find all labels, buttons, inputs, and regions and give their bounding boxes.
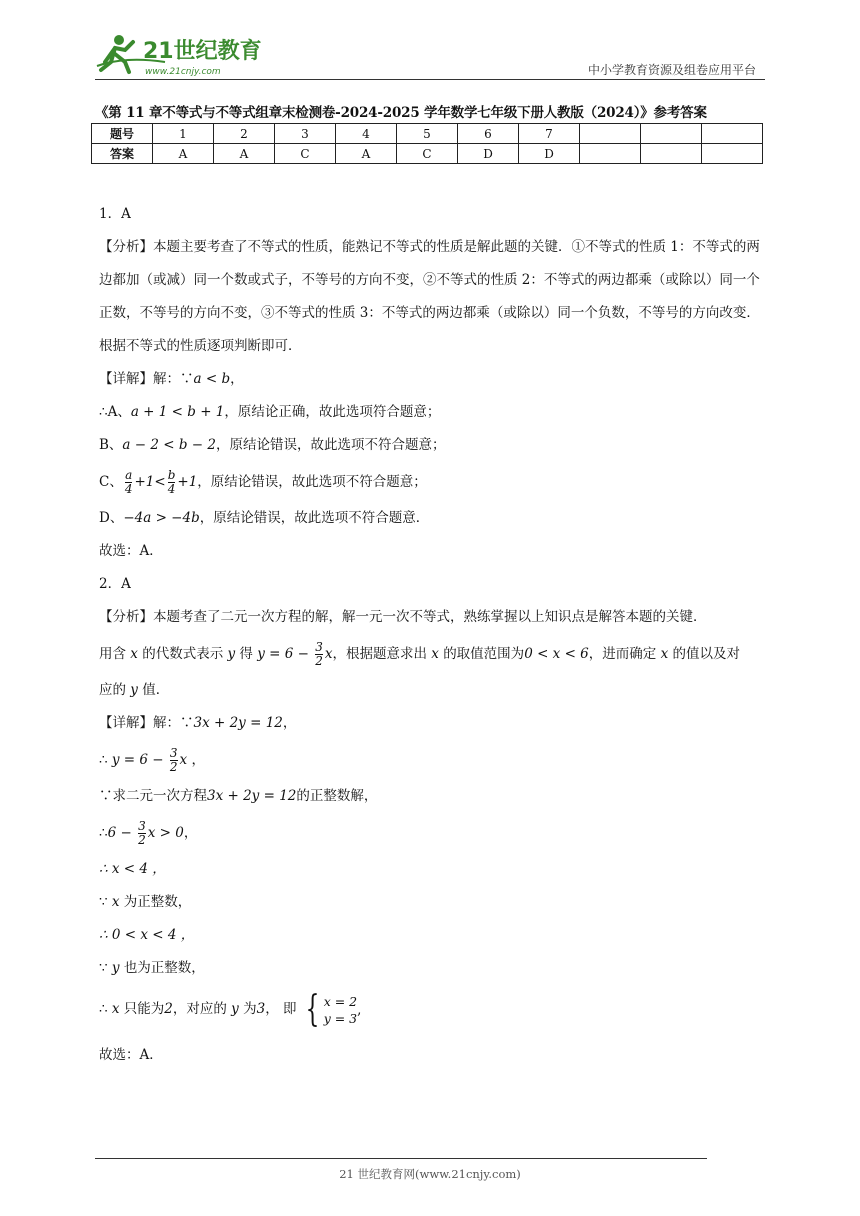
text: 也为正整数， [123, 960, 205, 976]
q2-analysis: 【分析】本题考查了二元一次方程的解，解一元一次不等式，熟练掌握以上知识点是解答本题的关键． [99, 609, 707, 625]
text: 只能为 [123, 1001, 165, 1017]
q1-option-b [99, 429, 769, 462]
logo-url: www.21cnjy.com [145, 67, 221, 77]
row-label-number: 题号 [92, 124, 153, 144]
answer-table [91, 123, 763, 164]
fraction: $\frac{3}{2}$ [315, 640, 323, 668]
system-line-1: x = 2 [323, 993, 358, 1009]
header-divider [95, 79, 765, 80]
platform-name: 中小学教育资源及组卷应用平台 [587, 63, 756, 77]
equation: 3x + 2y = 12 [193, 715, 283, 731]
logo-text: 21世纪教育 [143, 39, 262, 64]
text: 应的 [99, 682, 126, 698]
table-cell [702, 144, 763, 164]
text: 为 [243, 1001, 257, 1017]
text: ，对应的 [172, 1001, 227, 1017]
q1-detail-math: a < b [193, 371, 231, 387]
q2-detail: 【详解】解：∵3x + 2y = 12， [99, 715, 297, 731]
table-cell: A [336, 144, 397, 164]
table-cell [641, 144, 702, 164]
table-cell: D [458, 144, 519, 164]
q1-b-text: ，原结论错误，故此选项不符合题意； [215, 437, 446, 453]
q1-detail-prefix: 【详解】解：∵ [99, 371, 194, 387]
q2-step-5: ∴ x < 4 ， [99, 861, 166, 877]
q2-step-9: ∴ x 只能为2，对应的 y 为3， 即 { x = 2 y = 3 , [99, 985, 769, 1033]
table-cell: 1 [153, 124, 214, 144]
text: 的代数式表示 [142, 646, 224, 662]
table-cell: D [519, 144, 580, 164]
text: ， 即 [265, 1001, 297, 1017]
solution-body [99, 198, 769, 1072]
q2-analysis-2: 用含 x 的代数式表示 y 得 y = 6 − $\frac{3}{2}$ x，根据题意求出 x 的取值范围为0 < x < 6，进而确定 x 的值以及对 [99, 640, 740, 668]
q1-method: 根据不等式的性质逐项判断即可． [99, 338, 302, 354]
text: ∵求二元一次方程 [99, 788, 207, 804]
text: 值． [142, 682, 170, 698]
q1-b-prefix: B、 [99, 437, 123, 453]
q1-d-math: −4a > −4b [123, 510, 200, 526]
text: ，根据题意求出 [332, 646, 427, 662]
text: 的取值范围为 [443, 646, 525, 662]
q2-step-3 [99, 780, 769, 813]
q2-step-2: ∴ y = 6 − $\frac{3}{2}$ x ， [99, 746, 205, 774]
table-cell [702, 124, 763, 144]
text: 用含 [99, 646, 126, 662]
text: 的值以及对 [672, 646, 740, 662]
fraction: $\frac{3}{2}$ [138, 819, 146, 847]
q1-option-a [99, 396, 769, 429]
table-cell: 5 [397, 124, 458, 144]
table-row [92, 124, 763, 144]
text: 的正整数解， [296, 788, 378, 804]
q2-choose: 故选：A． [99, 1047, 163, 1063]
document-title: 《第 11 章不等式与不等式组章末检测卷-2024-2025 学年数学七年级下册人教版（2024）》参考答案 [95, 105, 707, 121]
q1-a-text: ，原结论正确，故此选项符合题意； [224, 404, 441, 420]
equation-system: { x = 2 y = 3 , [305, 988, 362, 1030]
fraction: $\frac{b}{4}$ [167, 468, 176, 496]
text: ，进而确定 [588, 646, 657, 662]
q1-analysis: 【分析】本题主要考查了不等式的性质，能熟记不等式的性质是解此题的关键．①不等式的性质 1：不等式的两边都加（或减）同一个数或式子，不等号的方向不变，②不等式的性质 2：不等式的两边都乘（或除以）同一个正数，不等号的方向不变，③不等式的性质 3：不等式的两边都乘（或除以）同一个负数，不等号的方向改变． [99, 239, 760, 321]
q1-a-prefix: ∴A、 [99, 404, 131, 420]
table-cell: 4 [336, 124, 397, 144]
q1-c-text: ，原结论错误，故此选项不符合题意； [197, 474, 427, 490]
table-cell: 2 [214, 124, 275, 144]
q2-step-8: ∵ y 也为正整数， [99, 960, 205, 976]
q1-d-prefix: D、 [99, 510, 124, 526]
q1-option-c: C、 $\frac{a}{4}$ +1< $\frac{b}{4}$ +1，原结论错误，故此选项不符合题意； [99, 468, 427, 496]
text: ∴ [99, 752, 108, 768]
text: 【详解】解：∵ [99, 715, 194, 731]
q2-step-4: ∴6 − $\frac{3}{2}$ x > 0， [99, 819, 198, 847]
text: ∴ [99, 825, 108, 841]
table-cell: C [275, 144, 336, 164]
table-row [92, 144, 763, 164]
q1-detail: 【详解】解：∵a < b， [99, 371, 244, 387]
q2-step-7: ∴ 0 < x < 4 ， [99, 927, 195, 943]
footer-text: 21 世纪教育网(www.21cnjy.com) [339, 1167, 521, 1181]
table-cell: 3 [275, 124, 336, 144]
q2-analysis-3: 应的 y 值． [99, 682, 170, 698]
q1-option-d [99, 502, 769, 535]
q1-b-math: a − 2 < b − 2 [122, 437, 216, 453]
table-cell [580, 124, 641, 144]
q1-d-text: ，原结论错误，故此选项不符合题意． [199, 510, 430, 526]
q1-heading: 1．A [99, 206, 131, 222]
table-cell [580, 144, 641, 164]
fraction: $\frac{3}{2}$ [169, 746, 178, 774]
table-cell: A [153, 144, 214, 164]
footer-divider [95, 1158, 707, 1159]
q1-choose: 故选：A． [99, 543, 163, 559]
runner-logo-icon [95, 32, 265, 78]
q1-c-prefix: C、 [99, 474, 123, 490]
logo [95, 32, 265, 78]
system-line-2: y = 3 [323, 1010, 358, 1026]
q2-step-6: ∵ x 为正整数， [99, 894, 192, 910]
row-label-answer: 答案 [92, 144, 153, 164]
q1-a-math: a + 1 < b + 1 [130, 404, 225, 420]
table-cell: 7 [519, 124, 580, 144]
equation: 3x + 2y = 12 [207, 788, 297, 804]
text: 得 [239, 646, 253, 662]
table-cell: 6 [458, 124, 519, 144]
table-cell: A [214, 144, 275, 164]
text: 为正整数， [123, 894, 192, 910]
table-cell [641, 124, 702, 144]
table-cell: C [397, 144, 458, 164]
fraction: $\frac{a}{4}$ [124, 468, 133, 496]
q2-heading: 2．A [99, 576, 131, 592]
